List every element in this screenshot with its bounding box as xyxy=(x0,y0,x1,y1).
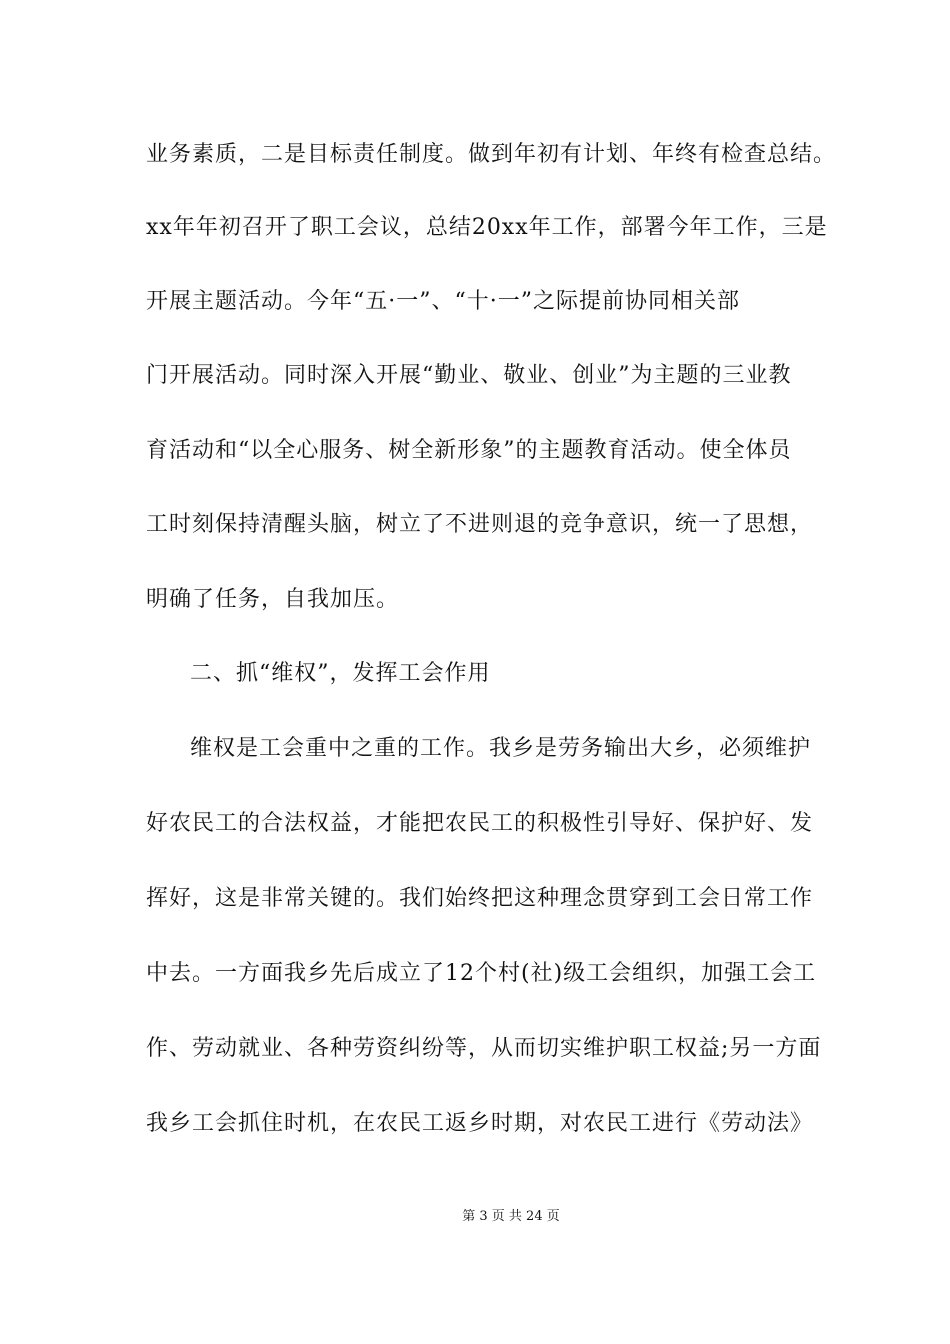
paragraph-line-14: 我乡工会抓住时机，在农民工返乡时期，对农民工进行《劳动法》 xyxy=(146,1111,814,1136)
paragraph-line-10: 好农民工的合法权益，才能把农民工的积极性引导好、保护好、发 xyxy=(146,811,814,836)
paragraph-line-12: 中去。一方面我乡先后成立了12个村(社)级工会组织，加强工会工 xyxy=(146,961,817,986)
paragraph-line-9: 维权是工会重中之重的工作。我乡是劳务输出大乡，必须维护 xyxy=(190,736,812,761)
paragraph-line-4: 门开展活动。同时深入开展“勤业、敬业、创业”为主题的三业教 xyxy=(146,363,792,388)
paragraph-line-2: xx年年初召开了职工会议，总结20xx年工作，部署今年工作，三是 xyxy=(146,215,828,240)
section-heading: 二、抓“维权”，发挥工会作用 xyxy=(190,661,491,686)
paragraph-line-1: 业务素质，二是目标责任制度。做到年初有计划、年终有检查总结。 xyxy=(146,142,837,167)
paragraph-line-7: 明确了任务，自我加压。 xyxy=(146,587,400,612)
page-number-footer: 第 3 页 共 24 页 xyxy=(462,1209,560,1224)
paragraph-line-11: 挥好，这是非常关键的。我们始终把这种理念贯穿到工会日常工作 xyxy=(146,886,814,911)
paragraph-line-6: 工时刻保持清醒头脑，树立了不进则退的竞争意识，统一了思想， xyxy=(146,512,814,537)
paragraph-line-3: 开展主题活动。今年“五·一”、“十·一”之际提前协同相关部 xyxy=(146,289,740,314)
paragraph-line-13: 作、劳动就业、各种劳资纠纷等，从而切实维护职工权益;另一方面 xyxy=(146,1036,822,1061)
paragraph-line-5: 育活动和“以全心服务、树全新形象”的主题教育活动。使全体员 xyxy=(146,438,792,463)
